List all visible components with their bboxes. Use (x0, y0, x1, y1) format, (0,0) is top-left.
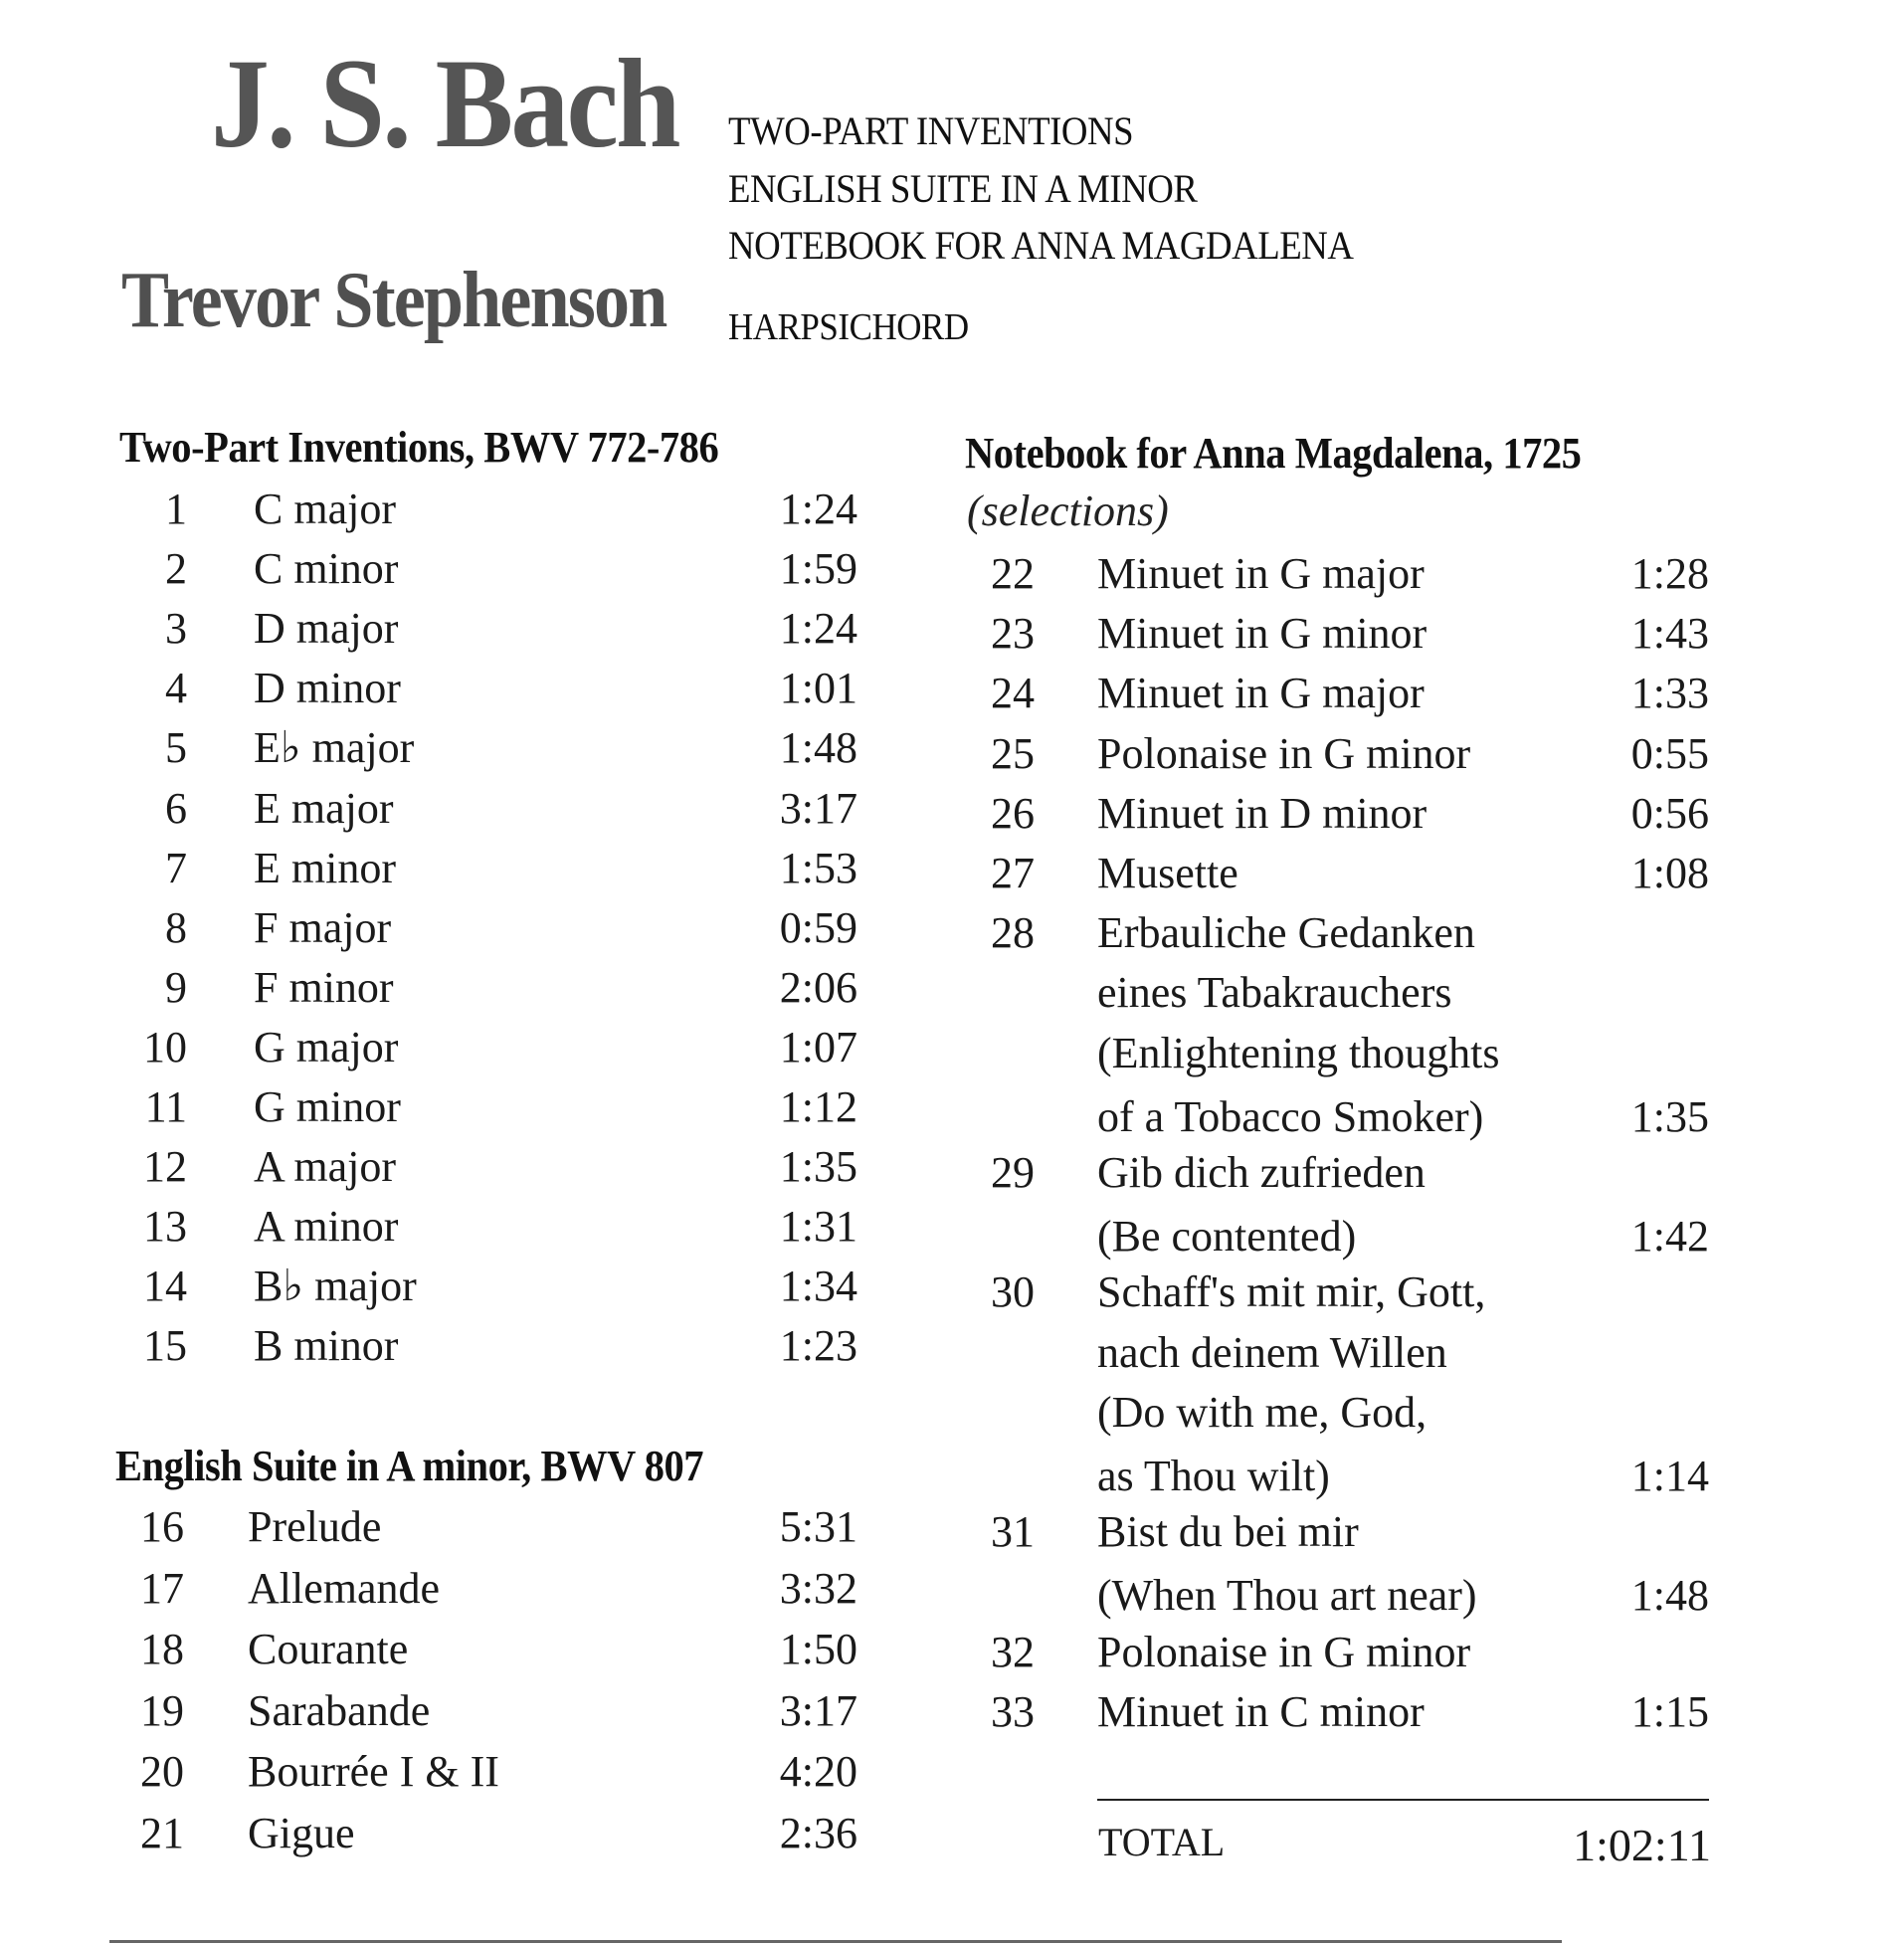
track-number: 28 (991, 908, 1035, 958)
track-time: 1:31 (779, 1202, 857, 1252)
track-title: G minor (254, 1082, 401, 1131)
track-time: 0:59 (779, 902, 857, 952)
track-time: 3:32 (779, 1563, 857, 1613)
track-number: 31 (991, 1507, 1035, 1557)
track-time: 2:06 (779, 962, 857, 1012)
track-number: 11 (144, 1082, 187, 1131)
track-number: 15 (143, 1321, 187, 1371)
track-number: 27 (991, 849, 1035, 897)
track-number: 21 (140, 1808, 184, 1857)
track-time: 0:56 (1630, 788, 1709, 838)
track-title: E♭ major (254, 723, 415, 773)
track-time: 1:12 (779, 1082, 857, 1131)
track-time: 3:17 (779, 1685, 857, 1735)
instrument-label: HARPSICHORD (728, 306, 969, 348)
track-title: Allemande (248, 1563, 441, 1613)
track-time: 1:15 (1630, 1686, 1709, 1736)
track-title: (Be contented) (1097, 1212, 1357, 1262)
track-title: G major (254, 1022, 399, 1071)
track-number: 29 (991, 1148, 1035, 1197)
track-title: (When Thou art near) (1097, 1571, 1477, 1621)
track-title: Gigue (248, 1808, 355, 1857)
track-title: Sarabande (248, 1685, 431, 1735)
track-title: Courante (248, 1625, 409, 1673)
total-label: TOTAL (1098, 1820, 1226, 1864)
track-title: C major (254, 485, 396, 533)
track-time: 1:34 (779, 1262, 857, 1311)
track-number: 4 (165, 664, 187, 713)
track-title: Schaff's mit mir, Gott, (1097, 1267, 1486, 1317)
track-title: F minor (254, 962, 394, 1012)
selections-note: (selections) (967, 486, 1169, 535)
track-number: 33 (991, 1686, 1035, 1736)
track-number: 7 (165, 843, 187, 892)
subtitle-two-part-inventions: TWO-PART INVENTIONS (728, 108, 1134, 153)
track-title: A minor (254, 1202, 399, 1252)
track-title: (Enlightening thoughts (1097, 1028, 1500, 1077)
track-time: 1:07 (779, 1022, 857, 1071)
track-number: 10 (143, 1022, 187, 1071)
track-time: 1:28 (1630, 549, 1709, 598)
track-time: 1:53 (779, 843, 857, 892)
track-title: E minor (254, 843, 396, 892)
track-title: E major (254, 783, 394, 833)
track-number: 8 (165, 902, 187, 952)
track-time: 2:36 (779, 1808, 857, 1857)
track-number: 9 (165, 962, 187, 1012)
track-number: 2 (165, 544, 187, 594)
track-time: 1:59 (779, 544, 857, 594)
track-time: 5:31 (779, 1502, 857, 1551)
track-time: 1:08 (1630, 849, 1709, 897)
track-title: D minor (254, 664, 401, 713)
track-time: 1:35 (1630, 1091, 1709, 1141)
track-number: 22 (991, 549, 1035, 598)
track-title: Musette (1097, 849, 1238, 897)
track-title: B minor (254, 1321, 399, 1371)
track-time: 1:01 (779, 664, 857, 713)
track-time: 1:23 (779, 1321, 857, 1371)
track-title: eines Tabakrauchers (1097, 968, 1452, 1018)
section-title-notebook: Notebook for Anna Magdalena, 1725 (965, 429, 1582, 478)
composer-name: J. S. Bach (211, 33, 678, 174)
section-title-english-suite: English Suite in A minor, BWV 807 (115, 1442, 704, 1490)
track-number: 12 (143, 1142, 187, 1192)
track-title: B♭ major (254, 1262, 417, 1311)
track-title: Bist du bei mir (1097, 1507, 1359, 1557)
track-time: 1:43 (1630, 609, 1709, 659)
track-number: 1 (165, 485, 187, 533)
track-number: 19 (140, 1685, 184, 1735)
track-title: Prelude (248, 1502, 382, 1551)
section-title-inventions: Two-Part Inventions, BWV 772-786 (119, 423, 719, 472)
track-title: (Do with me, God, (1097, 1387, 1428, 1437)
track-title: Minuet in G major (1097, 669, 1425, 718)
track-number: 13 (143, 1202, 187, 1252)
track-title: Polonaise in G minor (1097, 1627, 1471, 1676)
track-title: nach deinem Willen (1097, 1327, 1447, 1377)
track-title: Minuet in D minor (1097, 788, 1428, 838)
track-time: 0:55 (1630, 728, 1709, 778)
track-time: 1:24 (779, 604, 857, 654)
track-number: 17 (140, 1563, 184, 1613)
track-title: Erbauliche Gedanken (1097, 908, 1475, 958)
track-time: 1:14 (1630, 1452, 1709, 1500)
track-number: 32 (991, 1627, 1035, 1676)
track-number: 25 (991, 728, 1035, 778)
track-title: F major (254, 902, 392, 952)
track-number: 23 (991, 609, 1035, 659)
subtitle-english-suite: ENGLISH SUITE IN A MINOR (728, 166, 1198, 211)
track-time: 1:42 (1630, 1212, 1709, 1262)
subtitle-notebook: NOTEBOOK FOR ANNA MAGDALENA (728, 223, 1354, 268)
track-number: 30 (991, 1267, 1035, 1317)
track-title: D major (254, 604, 399, 654)
track-title: Bourrée I & II (248, 1747, 499, 1796)
track-number: 3 (165, 604, 187, 654)
track-time: 1:48 (1630, 1571, 1709, 1621)
track-number: 26 (991, 788, 1035, 838)
track-title: C minor (254, 544, 399, 594)
track-number: 5 (165, 723, 187, 773)
performer-name: Trevor Stephenson (121, 257, 666, 344)
track-number: 24 (991, 669, 1035, 718)
track-title: Polonaise in G minor (1097, 728, 1471, 778)
track-title: of a Tobacco Smoker) (1097, 1091, 1484, 1141)
track-time: 1:24 (779, 485, 857, 533)
track-number: 14 (143, 1262, 187, 1311)
track-title: A major (254, 1142, 396, 1192)
track-title: Gib dich zufrieden (1097, 1148, 1426, 1197)
track-number: 6 (165, 783, 187, 833)
track-time: 3:17 (779, 783, 857, 833)
track-title: Minuet in G minor (1097, 609, 1428, 659)
track-title: Minuet in C minor (1097, 1686, 1425, 1736)
track-number: 18 (140, 1625, 184, 1673)
track-time: 1:35 (779, 1142, 857, 1192)
track-time: 1:50 (779, 1625, 857, 1673)
track-number: 20 (140, 1747, 184, 1796)
track-time: 1:33 (1630, 669, 1709, 718)
track-time: 1:48 (779, 723, 857, 773)
track-title: as Thou wilt) (1097, 1452, 1330, 1500)
page-bottom-edge (109, 1940, 1562, 1943)
track-title: Minuet in G major (1097, 549, 1425, 598)
total-rule (1097, 1799, 1709, 1801)
track-number: 16 (140, 1502, 184, 1551)
total-time: 1:02:11 (1573, 1820, 1711, 1870)
track-time: 4:20 (779, 1747, 857, 1796)
